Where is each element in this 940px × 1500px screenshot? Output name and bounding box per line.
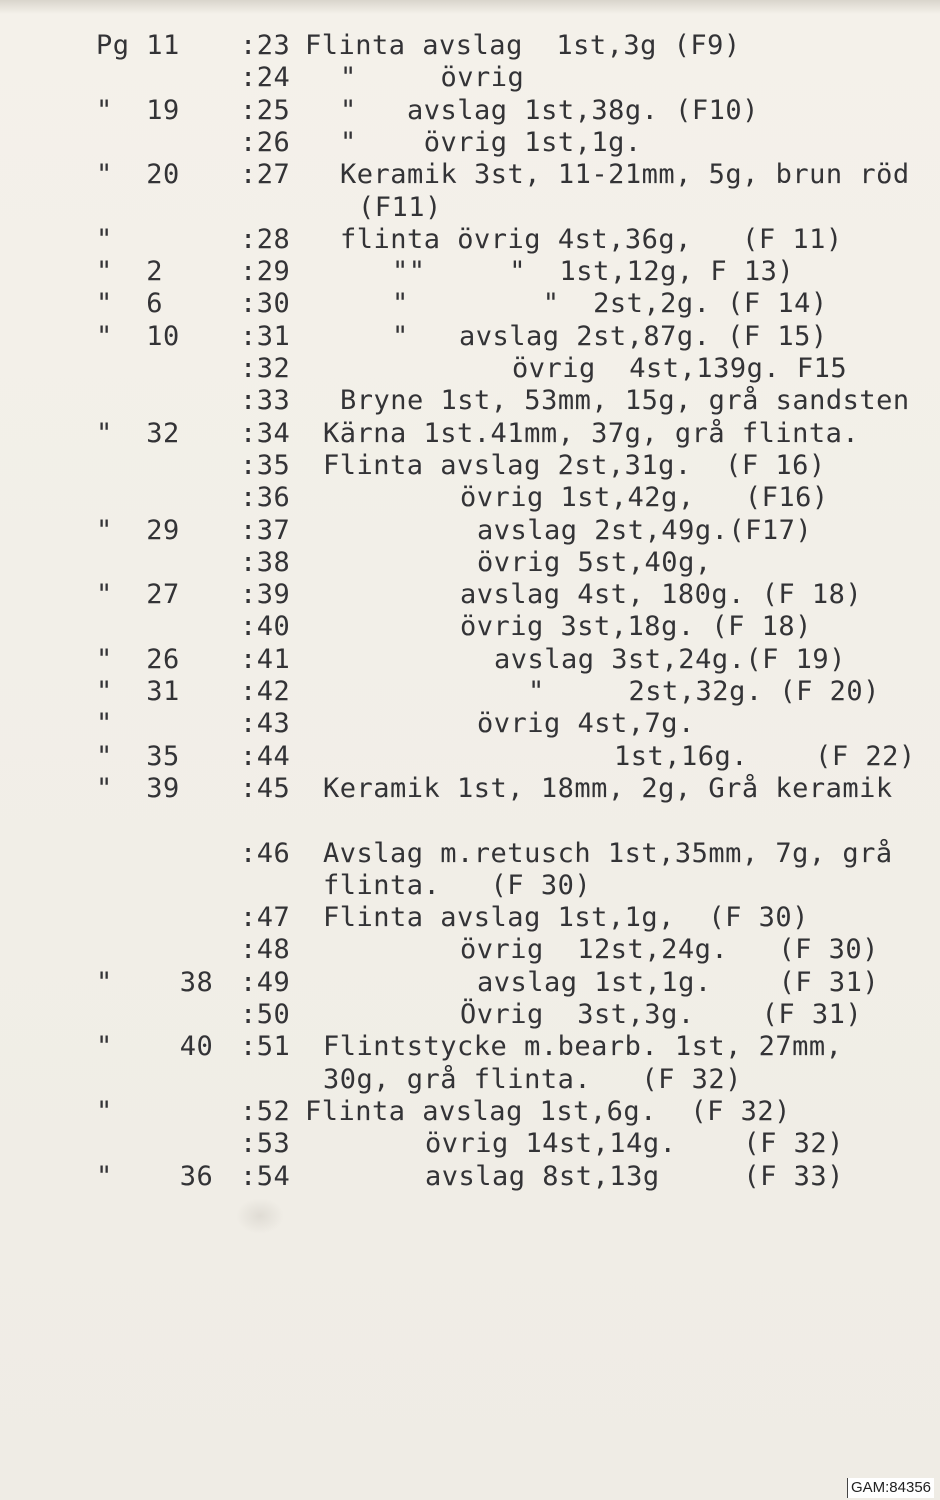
entry-number: :40 bbox=[240, 611, 291, 643]
entry-number: :41 bbox=[240, 643, 291, 675]
entry-description: avslag 1st,1g. (F 31) bbox=[477, 966, 880, 998]
entry-page-ref: " 31 bbox=[96, 676, 180, 707]
entry-description: övrig 1st,42g, (F16) bbox=[460, 482, 829, 514]
entry-description: Keramik 1st, 18mm, 2g, Grå keramik bbox=[323, 772, 893, 804]
entry-number: :46 bbox=[240, 837, 291, 869]
entry-page-ref: " 26 bbox=[96, 643, 180, 675]
entry-number: :35 bbox=[240, 449, 291, 481]
entry-description: övrig 12st,24g. (F 30) bbox=[460, 934, 879, 966]
paper-smudge bbox=[236, 1198, 284, 1234]
entry-description: "" " 1st,12g, F 13) bbox=[392, 256, 795, 288]
entry-description: Flinta avslag 1st,1g, (F 30) bbox=[323, 902, 809, 934]
card-top-edge bbox=[0, 0, 940, 14]
entry-description: " " 2st,2g. (F 14) bbox=[392, 288, 828, 320]
entry-description: avslag 2st,49g.(F17) bbox=[477, 514, 813, 546]
entry-page-ref: " 20 bbox=[96, 159, 180, 191]
entry-description: Flinta avslag 1st,6g. (F 32) bbox=[305, 1095, 791, 1127]
entry-description: " avslag 2st,87g. (F 15) bbox=[392, 320, 828, 352]
entry-description: flinta övrig 4st,36g, (F 11) bbox=[340, 223, 843, 255]
entry-description: Flintstycke m.bearb. 1st, 27mm, bbox=[323, 1031, 843, 1063]
entry-number: :47 bbox=[240, 902, 291, 934]
entry-number: :32 bbox=[240, 353, 291, 384]
entry-page-ref: " 38 bbox=[96, 966, 214, 998]
entry-number: :36 bbox=[240, 482, 291, 514]
entry-description: övrig 3st,18g. (F 18) bbox=[460, 611, 812, 643]
entry-page-ref: " bbox=[96, 223, 113, 255]
entry-description: flinta. (F 30) bbox=[323, 869, 592, 901]
entry-number: :33 bbox=[240, 385, 291, 417]
entry-page-ref: Pg 11 bbox=[96, 30, 180, 61]
entry-page-ref: " 2 bbox=[96, 256, 164, 288]
entry-number: :48 bbox=[240, 934, 291, 966]
entry-page-ref: " 10 bbox=[96, 320, 180, 352]
entry-number: :24 bbox=[240, 62, 291, 94]
entry-number: :52 bbox=[240, 1095, 291, 1127]
entry-number: :45 bbox=[240, 772, 291, 804]
entry-description: övrig 4st,7g. bbox=[477, 708, 695, 740]
entry-description: avslag 4st, 180g. (F 18) bbox=[460, 579, 863, 611]
entry-description: avslag 3st,24g.(F 19) bbox=[494, 643, 846, 675]
entry-number: :42 bbox=[240, 676, 291, 707]
entry-number: :50 bbox=[240, 999, 291, 1030]
entry-description: (F11) bbox=[358, 191, 442, 223]
entry-number: :25 bbox=[240, 94, 291, 126]
entry-description: 30g, grå flinta. (F 32) bbox=[323, 1063, 742, 1095]
entry-number: :30 bbox=[240, 288, 291, 320]
entry-page-ref: " 35 bbox=[96, 740, 180, 772]
entry-number: :38 bbox=[240, 546, 291, 578]
entry-page-ref: " 32 bbox=[96, 417, 180, 449]
entry-number: :54 bbox=[240, 1160, 291, 1192]
entry-description: övrig 14st,14g. (F 32) bbox=[425, 1128, 844, 1160]
entry-number: :51 bbox=[240, 1031, 291, 1063]
entry-description: Avslag m.retusch 1st,35mm, 7g, grå bbox=[323, 837, 893, 869]
archive-id-stamp: GAM:84356 bbox=[847, 1478, 934, 1498]
entry-description: övrig 5st,40g, bbox=[477, 546, 712, 578]
entry-description: " övrig bbox=[340, 62, 525, 94]
entry-description: Bryne 1st, 53mm, 15g, grå sandsten bbox=[340, 385, 910, 417]
entry-description: " övrig 1st,1g. bbox=[340, 126, 642, 158]
entry-page-ref: " 19 bbox=[96, 94, 180, 126]
entry-description: Övrig 3st,3g. (F 31) bbox=[460, 999, 863, 1030]
entry-number: :29 bbox=[240, 256, 291, 288]
entry-number: :44 bbox=[240, 740, 291, 772]
entry-number: :27 bbox=[240, 159, 291, 191]
entry-page-ref: " 29 bbox=[96, 514, 180, 546]
entry-page-ref: " 6 bbox=[96, 288, 164, 320]
entry-description: " 2st,32g. (F 20) bbox=[528, 676, 880, 707]
entry-number: :26 bbox=[240, 126, 291, 158]
entry-number: :37 bbox=[240, 514, 291, 546]
entry-page-ref: " bbox=[96, 708, 113, 740]
entry-number: :34 bbox=[240, 417, 291, 449]
entry-description: avslag 8st,13g (F 33) bbox=[425, 1160, 844, 1192]
entry-description: övrig 4st,139g. F15 bbox=[512, 353, 848, 384]
entry-page-ref: " 39 bbox=[96, 772, 180, 804]
entry-number: :53 bbox=[240, 1128, 291, 1160]
entry-description: " avslag 1st,38g. (F10) bbox=[340, 94, 759, 126]
entry-description: 1st,16g. (F 22) bbox=[614, 740, 916, 772]
entry-description: Keramik 3st, 11-21mm, 5g, brun röd bbox=[340, 159, 910, 191]
entry-number: :23 bbox=[240, 30, 291, 61]
entry-page-ref: " 27 bbox=[96, 579, 180, 611]
entry-description: Flinta avslag 1st,3g (F9) bbox=[305, 30, 741, 61]
entry-description: Flinta avslag 2st,31g. (F 16) bbox=[323, 449, 826, 481]
entry-number: :28 bbox=[240, 223, 291, 255]
entry-page-ref: " 40 bbox=[96, 1031, 214, 1063]
entry-number: :43 bbox=[240, 708, 291, 740]
entry-page-ref: " bbox=[96, 1095, 113, 1127]
entry-number: :31 bbox=[240, 320, 291, 352]
entry-description: Kärna 1st.41mm, 37g, grå flinta. bbox=[323, 417, 860, 449]
entry-page-ref: " 36 bbox=[96, 1160, 214, 1192]
entry-number: :49 bbox=[240, 966, 291, 998]
entry-number: :39 bbox=[240, 579, 291, 611]
